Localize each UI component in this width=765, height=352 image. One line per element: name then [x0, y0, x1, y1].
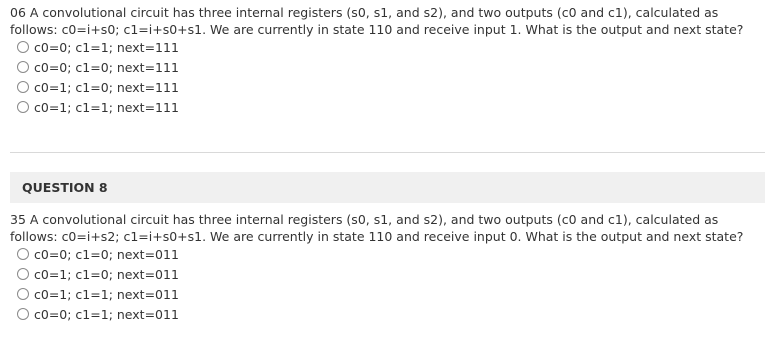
question-8-header: QUESTION 8	[10, 172, 765, 203]
option-label: c0=0; c1=0; next=111	[34, 59, 179, 75]
option-label: c0=0; c1=1; next=111	[34, 39, 179, 55]
radio-button[interactable]	[17, 288, 29, 300]
question-7-text: 06 A convolutional circuit has three internal registers (s0, s1, and s2), and two outputs (c0 and c1), calculated as follows: c0=i+s0; c1=i+s0+s1. We are currently in state 110 and receive input 1. What is the output and next state?	[10, 5, 744, 37]
radio-button[interactable]	[17, 61, 29, 73]
question-7-option-2[interactable]	[17, 57, 179, 77]
option-label: c0=1; c1=0; next=011	[34, 266, 179, 282]
option-label: c0=1; c1=1; next=111	[34, 99, 179, 115]
question-8-options	[17, 244, 179, 324]
option-label: c0=0; c1=1; next=011	[34, 306, 179, 322]
question-7-options	[17, 37, 179, 117]
radio-button[interactable]	[17, 248, 29, 260]
question-divider	[10, 152, 765, 153]
radio-button[interactable]	[17, 81, 29, 93]
question-8-option-3[interactable]	[17, 284, 179, 304]
question-7-option-3[interactable]	[17, 77, 179, 97]
question-8-text: 35 A convolutional circuit has three internal registers (s0, s1, and s2), and two outputs (c0 and c1), calculated as follows: c0=i+s2; c1=i+s0+s1. We are currently in state 110 and receive input 0. What is the output and next state?	[10, 212, 744, 244]
option-label: c0=1; c1=1; next=011	[34, 286, 179, 302]
option-label: c0=1; c1=0; next=111	[34, 79, 179, 95]
radio-button[interactable]	[17, 101, 29, 113]
option-label: c0=0; c1=0; next=011	[34, 246, 179, 262]
question-8-option-4[interactable]	[17, 304, 179, 324]
radio-button[interactable]	[17, 41, 29, 53]
radio-button[interactable]	[17, 268, 29, 280]
question-7-option-4[interactable]	[17, 97, 179, 117]
question-8-option-1[interactable]	[17, 244, 179, 264]
question-7-option-1[interactable]	[17, 37, 179, 57]
radio-button[interactable]	[17, 308, 29, 320]
question-8-option-2[interactable]	[17, 264, 179, 284]
